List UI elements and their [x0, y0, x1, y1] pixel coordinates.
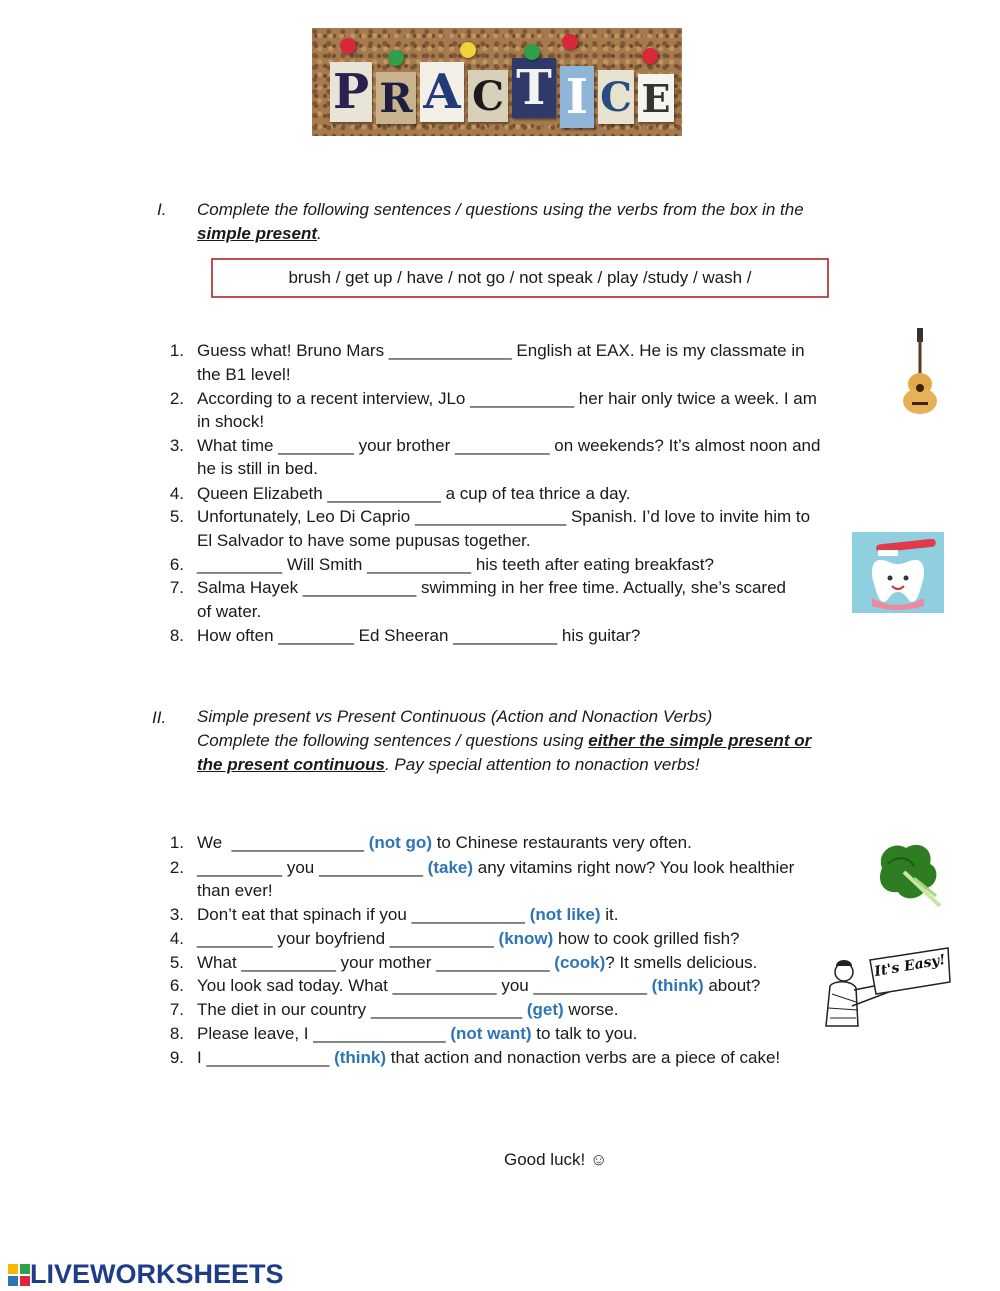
- sentence-text: The diet in our country ________________: [197, 1000, 527, 1019]
- sentence-line: of water.: [197, 602, 262, 621]
- item-number: 3.: [169, 905, 184, 924]
- banner-letter: R: [376, 72, 416, 124]
- sentence-line: El Salvador to have some pupusas together.: [197, 531, 531, 550]
- pin-icon: [340, 38, 356, 54]
- verb-hint: (take): [427, 858, 474, 877]
- item-number: 1.: [169, 341, 184, 360]
- sentence-text: how to cook grilled fish?: [553, 929, 740, 948]
- spinach-icon: [874, 838, 946, 910]
- sentence-line: [197, 976, 760, 996]
- banner-letter: I: [560, 66, 594, 128]
- guitar-icon: [898, 326, 942, 416]
- banner-letter: T: [512, 58, 556, 118]
- sentence-line: in shock!: [197, 412, 265, 431]
- logo-text: LIVEWORKSHEETS: [30, 1259, 284, 1289]
- banner-letter: E: [638, 74, 674, 122]
- verb-hint: (not want): [450, 1024, 532, 1043]
- item-number: 5.: [169, 507, 184, 526]
- sentence-line: [197, 858, 794, 878]
- sentence-text: to Chinese restaurants very often.: [431, 833, 692, 852]
- sentence-line: What time ________ your brother __________ on weekends? It’s almost noon and: [197, 436, 821, 455]
- instruction-end: .: [317, 224, 322, 243]
- sentence-line: _________ Will Smith ___________ his teeth after eating breakfast?: [197, 555, 714, 574]
- sentence-text: Please leave, I ______________: [197, 1024, 451, 1043]
- sentence-text: We ______________: [197, 833, 369, 852]
- practice-banner-image: [312, 28, 682, 136]
- verb-hint: (not go): [368, 833, 432, 852]
- item-number: 2.: [169, 389, 184, 408]
- sentence-line: According to a recent interview, JLo ___________ her hair only twice a week. I am: [197, 389, 817, 408]
- sentence-line: [197, 1048, 780, 1068]
- item-number: 7.: [169, 578, 184, 597]
- verb-box-text: brush / get up / have / not go / not speak / play /study / wash /: [288, 268, 752, 287]
- item-number: 5.: [169, 953, 184, 972]
- banner-letter: C: [598, 70, 634, 124]
- sentence-text: I _____________: [197, 1048, 335, 1067]
- section-1-numeral: I.: [157, 200, 167, 219]
- easy-sign-text: It's Easy!: [873, 951, 947, 981]
- item-number: 6.: [169, 555, 184, 574]
- verb-hint: (think): [651, 976, 704, 995]
- instruction-text: Complete the following sentences / questions using the verbs from the box in the: [197, 200, 804, 219]
- verb-hint: (think): [334, 1048, 387, 1067]
- item-number: 2.: [169, 858, 184, 877]
- sentence-text: it.: [600, 905, 619, 924]
- instruction-end: . Pay special attention to nonaction verbs!: [384, 755, 700, 774]
- sentence-line: How often ________ Ed Sheeran ___________ his guitar?: [197, 626, 641, 645]
- banner-letter: A: [420, 62, 464, 122]
- sentence-text: about?: [703, 976, 761, 995]
- item-number: 6.: [169, 976, 184, 995]
- verb-hint: (not like): [529, 905, 601, 924]
- instruction-emphasis: either the simple present or: [588, 731, 812, 750]
- sentence-text: Don’t eat that spinach if you ____________: [197, 905, 530, 924]
- sentence-line: Unfortunately, Leo Di Caprio ________________ Spanish. I’d love to invite him to: [197, 507, 811, 526]
- item-number: 8.: [169, 1024, 184, 1043]
- section-2-instruction-line-2: [197, 753, 867, 777]
- good-luck-text: Good luck! ☺: [504, 1150, 608, 1169]
- sentence-text: _________ you ___________: [197, 858, 428, 877]
- sentence-text: any vitamins right now? You look healthier: [473, 858, 795, 877]
- instruction-text: Complete the following sentences / questions using: [197, 731, 584, 750]
- section-2-title: Simple present vs Present Continuous (Action and Nonaction Verbs): [197, 707, 713, 726]
- sentence-text: ________ your boyfriend ___________: [197, 929, 499, 948]
- sentence-line: the B1 level!: [197, 365, 291, 384]
- sentence-line: Salma Hayek ____________ swimming in her free time. Actually, she’s scared: [197, 578, 787, 597]
- sentence-text: ? It smells delicious.: [605, 953, 758, 972]
- pin-icon: [460, 42, 476, 58]
- sentence-line: Queen Elizabeth ____________ a cup of tea thrice a day.: [197, 484, 631, 503]
- pin-icon: [388, 50, 404, 66]
- sentence-line: than ever!: [197, 881, 273, 900]
- section-2-instructions: [197, 705, 867, 777]
- sentence-line: [197, 953, 757, 973]
- sentence-text: that action and nonaction verbs are a piece of cake!: [386, 1048, 781, 1067]
- section-2-numeral: II.: [152, 708, 167, 727]
- instruction-emphasis: the present continuous: [197, 755, 385, 774]
- sentence-line: [197, 929, 739, 949]
- sentence-text: worse.: [563, 1000, 619, 1019]
- item-number: 4.: [169, 929, 184, 948]
- sentence-text: to talk to you.: [531, 1024, 638, 1043]
- instruction-emphasis: simple present: [197, 224, 317, 243]
- sentence-line: [197, 833, 692, 853]
- sentence-line: Guess what! Bruno Mars _____________ English at EAX. He is my classmate in: [197, 341, 805, 360]
- section-2-instruction: [197, 729, 867, 753]
- verb-box: [211, 258, 829, 298]
- sentence-line: [197, 905, 619, 925]
- pin-icon: [642, 48, 658, 64]
- pin-icon: [562, 34, 578, 50]
- pin-icon: [524, 44, 540, 60]
- item-number: 8.: [169, 626, 184, 645]
- banner-letter: C: [468, 70, 508, 122]
- item-number: 1.: [169, 833, 184, 852]
- sentence-text: You look sad today. What ___________ you ____________: [197, 976, 652, 995]
- verb-hint: (cook): [554, 953, 606, 972]
- item-number: 7.: [169, 1000, 184, 1019]
- sentence-line: he is still in bed.: [197, 459, 318, 478]
- item-number: 4.: [169, 484, 184, 503]
- liveworksheets-logo: [8, 1259, 284, 1290]
- item-number: 3.: [169, 436, 184, 455]
- sentence-line: [197, 1024, 637, 1044]
- sentence-line: [197, 1000, 619, 1020]
- verb-hint: (know): [498, 929, 554, 948]
- sentence-text: What __________ your mother ____________: [197, 953, 555, 972]
- banner-letter: P: [330, 62, 372, 122]
- verb-hint: (get): [526, 1000, 564, 1019]
- item-number: 9.: [169, 1048, 184, 1067]
- section-1-instructions: [197, 198, 857, 246]
- tooth-icon: [852, 532, 944, 613]
- logo-icon: [8, 1264, 30, 1286]
